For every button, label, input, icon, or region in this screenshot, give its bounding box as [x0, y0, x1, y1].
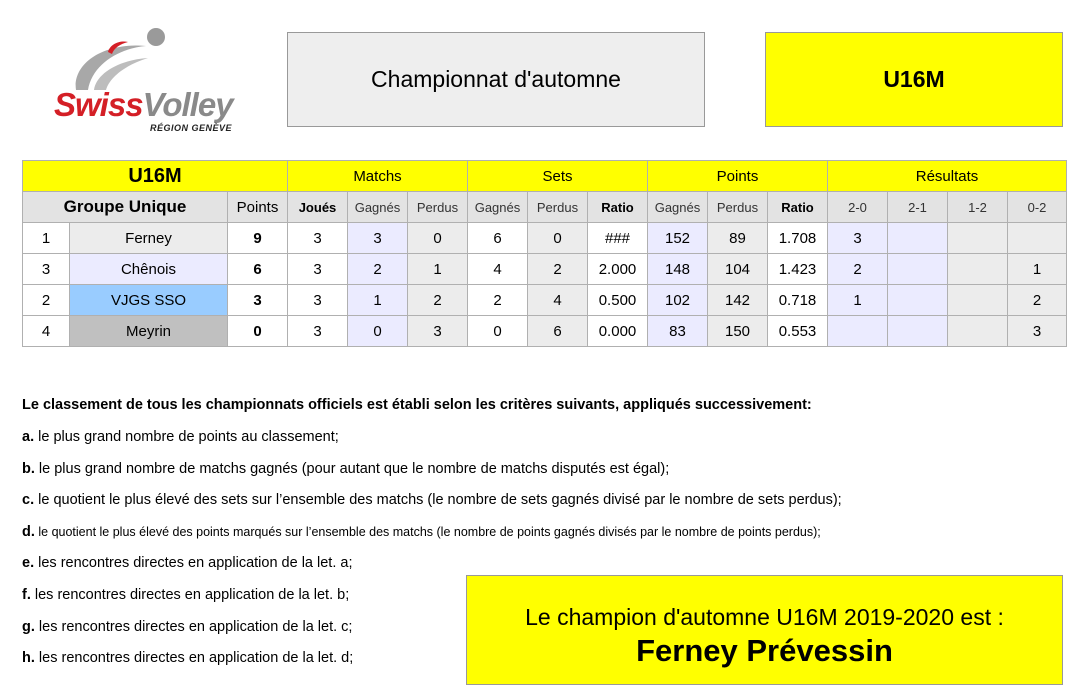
rule-letter: d. [22, 523, 35, 540]
result-2-0-cell: 2 [828, 254, 888, 285]
section-sets: Sets [468, 161, 648, 192]
lost-cell: 0 [408, 223, 468, 254]
result-2-0-cell: 1 [828, 285, 888, 316]
volleyball-player-icon [48, 24, 268, 94]
rule-letter: g. [22, 618, 35, 635]
sets-ratio-cell: 0.000 [588, 316, 648, 347]
rank-cell: 2 [23, 285, 70, 316]
pts-lost-cell: 150 [708, 316, 768, 347]
pts-lost-cell: 89 [708, 223, 768, 254]
team-cell: VJGS SSO [70, 285, 228, 316]
result-1-2-cell [948, 285, 1008, 316]
points-cell: 3 [228, 285, 288, 316]
pts-won-cell: 148 [648, 254, 708, 285]
played-cell: 3 [288, 316, 348, 347]
col-points-perdus: Perdus [708, 192, 768, 223]
points-cell: 6 [228, 254, 288, 285]
rank-cell: 3 [23, 254, 70, 285]
result-2-1-cell [888, 285, 948, 316]
won-cell: 1 [348, 285, 408, 316]
category-title: U16M [765, 32, 1063, 127]
sets-ratio-cell: ### [588, 223, 648, 254]
won-cell: 0 [348, 316, 408, 347]
col-matchs-gagnes: Gagnés [348, 192, 408, 223]
pts-lost-cell: 104 [708, 254, 768, 285]
header-row-columns [23, 192, 1067, 223]
sets-lost-cell: 0 [528, 223, 588, 254]
championship-title: Championnat d'automne [287, 32, 705, 127]
rule-letter: f. [22, 586, 31, 603]
lost-cell: 1 [408, 254, 468, 285]
section-matchs: Matchs [288, 161, 468, 192]
sets-won-cell: 4 [468, 254, 528, 285]
logo-region: RÉGION GENÈVE [150, 123, 233, 133]
pts-ratio-cell: 0.553 [768, 316, 828, 347]
section-points: Points [648, 161, 828, 192]
points-cell: 9 [228, 223, 288, 254]
team-cell: Ferney [70, 223, 228, 254]
col-points-ratio: Ratio [768, 192, 828, 223]
rule-text: les rencontres directes en application de la let. a; [38, 555, 353, 572]
result-2-1-cell [888, 316, 948, 347]
team-cell: Meyrin [70, 316, 228, 347]
result-0-2-cell: 2 [1008, 285, 1067, 316]
pts-ratio-cell: 0.718 [768, 285, 828, 316]
col-result-0-2: 0-2 [1008, 192, 1067, 223]
pts-won-cell: 152 [648, 223, 708, 254]
sets-won-cell: 6 [468, 223, 528, 254]
result-0-2-cell: 3 [1008, 316, 1067, 347]
team-cell: Chênois [70, 254, 228, 285]
rule-letter: e. [22, 555, 35, 572]
rules-heading: Le classement de tous les championnats officiels est établi selon les critères suivants, appliqués successivement: [22, 397, 812, 413]
rule-item [22, 519, 1062, 551]
rule-letter: b. [22, 460, 35, 477]
col-sets-gagnes: Gagnés [468, 192, 528, 223]
result-2-1-cell [888, 254, 948, 285]
rule-text: les rencontres directes en application de la let. b; [34, 586, 350, 603]
table-category: U16M [23, 161, 288, 192]
champion-name: Ferney Prévessin [636, 633, 893, 668]
col-matchs-joues: Joués [288, 192, 348, 223]
rule-letter: h. [22, 650, 35, 667]
result-0-2-cell: 1 [1008, 254, 1067, 285]
pts-lost-cell: 142 [708, 285, 768, 316]
rule-text: le quotient le plus élevé des sets sur l’ensemble des matchs (le nombre de sets gagnés divisé par le nombre de sets perdus); [38, 492, 842, 509]
pts-won-cell: 83 [648, 316, 708, 347]
played-cell: 3 [288, 223, 348, 254]
rank-cell: 1 [23, 223, 70, 254]
table-row [23, 254, 1067, 285]
pts-won-cell: 102 [648, 285, 708, 316]
result-2-0-cell: 3 [828, 223, 888, 254]
champion-box [466, 575, 1063, 685]
rule-text: le quotient le plus élevé des points marqués sur l’ensemble des matchs (le nombre de points gagnés divisés par le nombre de points perdus); [38, 524, 821, 539]
sets-lost-cell: 2 [528, 254, 588, 285]
played-cell: 3 [288, 254, 348, 285]
col-result-2-1: 2-1 [888, 192, 948, 223]
group-label: Groupe Unique [23, 192, 228, 223]
points-header: Points [228, 192, 288, 223]
lost-cell: 2 [408, 285, 468, 316]
sets-lost-cell: 4 [528, 285, 588, 316]
rule-text: le plus grand nombre de points au classement; [38, 429, 339, 445]
pts-ratio-cell: 1.708 [768, 223, 828, 254]
rule-item [22, 424, 1062, 456]
col-matchs-perdus: Perdus [408, 192, 468, 223]
header-row-sections [23, 161, 1067, 192]
logo-wordmark: SwissVolley [54, 86, 233, 123]
sets-lost-cell: 6 [528, 316, 588, 347]
champion-announcement: Le champion d'automne U16M 2019-2020 est : [525, 604, 1004, 630]
lost-cell: 3 [408, 316, 468, 347]
col-sets-perdus: Perdus [528, 192, 588, 223]
sets-won-cell: 2 [468, 285, 528, 316]
result-1-2-cell [948, 254, 1008, 285]
won-cell: 2 [348, 254, 408, 285]
standings-table [22, 160, 1067, 347]
sets-ratio-cell: 2.000 [588, 254, 648, 285]
won-cell: 3 [348, 223, 408, 254]
rule-text: les rencontres directes en application de la let. d; [38, 650, 354, 667]
rule-letter: a. [22, 429, 35, 445]
col-sets-ratio: Ratio [588, 192, 648, 223]
table-row [23, 316, 1067, 347]
result-0-2-cell [1008, 223, 1067, 254]
col-points-gagnes: Gagnés [648, 192, 708, 223]
result-2-0-cell [828, 316, 888, 347]
points-cell: 0 [228, 316, 288, 347]
result-1-2-cell [948, 316, 1008, 347]
rule-text: les rencontres directes en application de la let. c; [38, 618, 353, 635]
rule-letter: c. [22, 492, 35, 509]
rule-text: le plus grand nombre de matchs gagnés (pour autant que le nombre de matchs disputés est égal); [38, 460, 670, 477]
sets-ratio-cell: 0.500 [588, 285, 648, 316]
col-result-2-0: 2-0 [828, 192, 888, 223]
result-1-2-cell [948, 223, 1008, 254]
col-result-1-2: 1-2 [948, 192, 1008, 223]
pts-ratio-cell: 1.423 [768, 254, 828, 285]
rule-item [22, 487, 1062, 519]
swissvolley-logo [48, 24, 268, 136]
table-row [23, 285, 1067, 316]
rule-item [22, 456, 1062, 488]
result-2-1-cell [888, 223, 948, 254]
sets-won-cell: 0 [468, 316, 528, 347]
section-resultats: Résultats [828, 161, 1067, 192]
rank-cell: 4 [23, 316, 70, 347]
table-row [23, 223, 1067, 254]
played-cell: 3 [288, 285, 348, 316]
